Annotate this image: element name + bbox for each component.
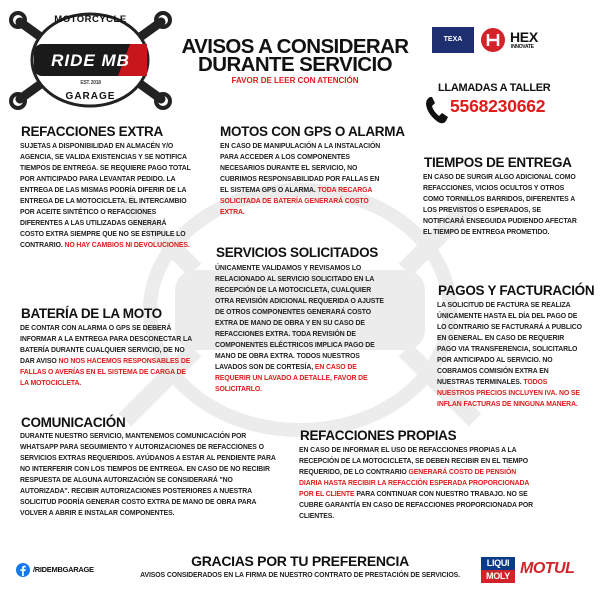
social-handle: /RIDEMBGARAGE	[33, 565, 94, 574]
gps-body	[220, 141, 388, 218]
bateria-highlight: NO NOS HACEMOS RESPONSABLES DE FALLAS O AVERÍAS EN EL SISTEMA DE CARGA DE LA MOTOCICLETA.	[20, 358, 191, 387]
comunicacion-body: DURANTE NUESTRO SERVICIO, MANTENEMOS COMUNICACIÓN POR WHATSAPP PARA SEGUIMIENTO Y AUTORIZACIONES DE REFACCIONES O SERVICIOS EXTRAS REQUERIDOS. AYÚDANOS A ESTAR AL PENDIENTE PARA NO INTERFERIR CON LOS TIEMPOS DE ENTREGA. EN CASO DE NO RECIBIR RESPUESTA DE ALGUNA AUTORIZACIÓN SE CONSIDERARÁ "NO AUTORIZADA". RECIBIR AUTORIZACIONES POSTERIORES A NUESTRA SOLICITUD PODRÍA GENERAR COSTO EXTRA DE MANO DE OBRA PARA VOLVER A ABRIR E INSTALAR COMPONENTES.	[20, 433, 276, 517]
page-subtitle: FAVOR DE LEER CON ATENCIÓN	[231, 76, 359, 85]
liqui-moly-logo	[481, 557, 515, 583]
pagos-title: PAGOS Y FACTURACIÓN	[438, 283, 595, 298]
pagos-highlight: TODOS NUESTROS PRECIOS INCLUYEN IVA. NO SE INFLAN FACTURAS DE NINGUNA MANERA.	[437, 379, 580, 408]
footer-note: AVISOS CONSIDERADOS EN LA FIRMA DE NUESTRO CONTRATO DE PRESTACIÓN DE SERVICIOS.	[140, 572, 460, 579]
hex-emblem-icon	[480, 27, 506, 53]
page-title-line2: DURANTE SERVICIO	[198, 53, 392, 76]
servicios-title: SERVICIOS SOLICITADOS	[216, 245, 378, 260]
bateria-title: BATERÍA DE LA MOTO	[21, 306, 162, 321]
thanks-heading: GRACIAS POR TU PREFERENCIA	[191, 553, 409, 569]
tiempos-title: TIEMPOS DE ENTREGA	[424, 155, 572, 170]
propias-title: REFACCIONES PROPIAS	[300, 428, 457, 443]
calls-label: LLAMADAS A TALLER	[438, 82, 551, 94]
refacciones-extra-highlight: NO HAY CAMBIOS NI DEVOLUCIONES.	[64, 242, 190, 249]
logo-top-text: MOTORCYCLE	[54, 14, 127, 25]
hex-logo	[480, 27, 580, 53]
logo-est-text: EST. 2018	[80, 80, 101, 86]
page-title-line1: AVISOS A CONSIDERAR	[181, 35, 409, 58]
propias-highlight: GENERARÁ COSTO DE PENSIÓN DIARIA HASTA RECIBIR LA REFACCIÓN ESPERADA PROPORCIONADA POR EL CLIENTE	[299, 469, 529, 498]
phone-number[interactable]: 5568230662	[450, 96, 546, 116]
refacciones-extra-title: REFACCIONES EXTRA	[21, 124, 163, 139]
logo-bottom-text: GARAGE	[65, 91, 116, 102]
logo-brand-text: RIDE MB	[51, 51, 130, 70]
texa-logo	[432, 27, 474, 53]
tiempos-body: EN CASO DE SURGIR ALGO ADICIONAL COMO REFACCIONES, VICIOS OCULTOS Y OTROS COMO TORNILLOS BARRIDOS, DIFERENTES A LOS PREVISTOS O ESPERADOS, SE NOTIFICARÁ ENSEGUIDA PUDIENDO AFECTAR EL TIEMPO DE ENTREGA PROMETIDO.	[423, 174, 577, 236]
bateria-text: DE CONTAR CON ALARMA O GPS SE DEBERÁ INFORMAR A LA ENTREGA PARA DESCONECTAR LA BATERÍA DURANTE CUALQUIER SERVICIO, DE NO DAR AVISO	[20, 325, 192, 365]
moly-text: MOLY	[486, 571, 510, 581]
propias-text: EN CASO DE INFORMAR EL USO DE REFACCIONES PROPIAS A LA RECEPCIÓN DE LA MOTOCICLETA, SE DEBEN RECIBIR EN EL TIEMPO REQUERIDO, DE LO CONTRARIO	[299, 447, 529, 476]
refacciones-extra-body	[20, 141, 192, 251]
brand-logo	[8, 8, 173, 113]
pagos-text: LA SOLICITUD DE FACTURA SE REALIZA ÚNICAMENTE HASTA EL DÍA DEL PAGO DE LO CONTRARIO SE FACTURARÁ A PUBLICO EN GENERAL. EN CASO DE REQUERIR PAGO VIA TRANSFERENCIA, SOLICITARLO POR ANTICIPADO AL SERVICIO. NO COBRAMOS COMISIÓN EXTRA EN NUESTRAS TERMINALES.	[437, 302, 582, 386]
servicios-body	[215, 263, 387, 395]
motul-logo: MOTUL	[520, 560, 575, 577]
texa-text: TEXA	[443, 36, 463, 43]
gps-title: MOTOS CON GPS O ALARMA	[220, 124, 405, 139]
bateria-body	[20, 323, 192, 389]
gps-highlight: TODA RECARGA SOLICITADA DE BATERÍA GENERARÁ COSTO EXTRA.	[220, 187, 372, 216]
comunicacion-title: COMUNICACIÓN	[21, 415, 126, 430]
propias-text-2: PARA CONTINUAR CON NUESTRO TRABAJO. NO SE CUBRE GARANTÍA EN CASO DE REFACCIONES PROPORCIONADA POR CLIENTES.	[299, 491, 534, 520]
propias-body	[299, 445, 537, 522]
gps-text: EN CASO DE MANIPULACIÓN A LA INSTALACIÓN PARA ACCEDER A LOS COMPONENTES NECESARIOS DURANTE EL SERVICIO, NO CUBRIMOS RESPONSABILIDAD POR FALLAS EN EL SISTEMA GPS O ALARMA.	[220, 143, 381, 194]
liqui-text: LIQUI	[486, 558, 510, 568]
refacciones-extra-text: SUJETAS A DISPONIBILIDAD EN ALMACÉN Y/O AGENCIA, SE VALIDA EXISTENCIAS Y SE NOTIFICA TIEMPOS DE ENTREGA. SE REQUIERE PAGO TOTAL POR ANTICIPADO PARA LEVANTAR PEDIDO. LA ENTREGA DE LAS MISMAS PODRÍA DIFERIR DE LA ENTREGA DE LA MOTOCICLETA. EL INTERCAMBIO POR ACEITE SINTÉTICO O REFACCIONES DIFERENTES A LAS UTILIZADAS GENERARÁ COSTO EXTRA SIEMPRE QUE NO SE ESTIPULE LO CONTRARIO.	[20, 143, 191, 249]
pagos-body	[437, 300, 583, 410]
hex-text: HEX	[510, 29, 538, 45]
hex-sub-text: INNOVATE	[511, 44, 534, 50]
servicios-text: ÚNICAMENTE VALIDAMOS Y REVISAMOS LO RELACIONADO AL SERVICIO SOLICITADO EN LA RECEPCIÓN DE LA MOTOCICLETA, CUALQUIER OTRA REVISIÓN ADICIONAL REQUERIDA O AJUSTE DE OTROS COMPONENTES GENERARÁ COSTO EXTRA DE MANO DE OBRA Y EN SU CASO DE REFACCIONES EXTRA. TODA REVISIÓN DE COMPONENTES ELÉCTRICOS IMPLICA PAGO DE MANO DE OBRA EXTRA. TODOS NUESTROS LAVADOS SON DE CORTESÍA,	[215, 265, 384, 371]
phone-icon	[424, 95, 450, 125]
facebook-icon	[16, 563, 30, 577]
servicios-highlight: EN CASO DE REQUERIR UN LAVADO A DETALLE, FAVOR DE SOLICITARLO.	[215, 364, 368, 393]
